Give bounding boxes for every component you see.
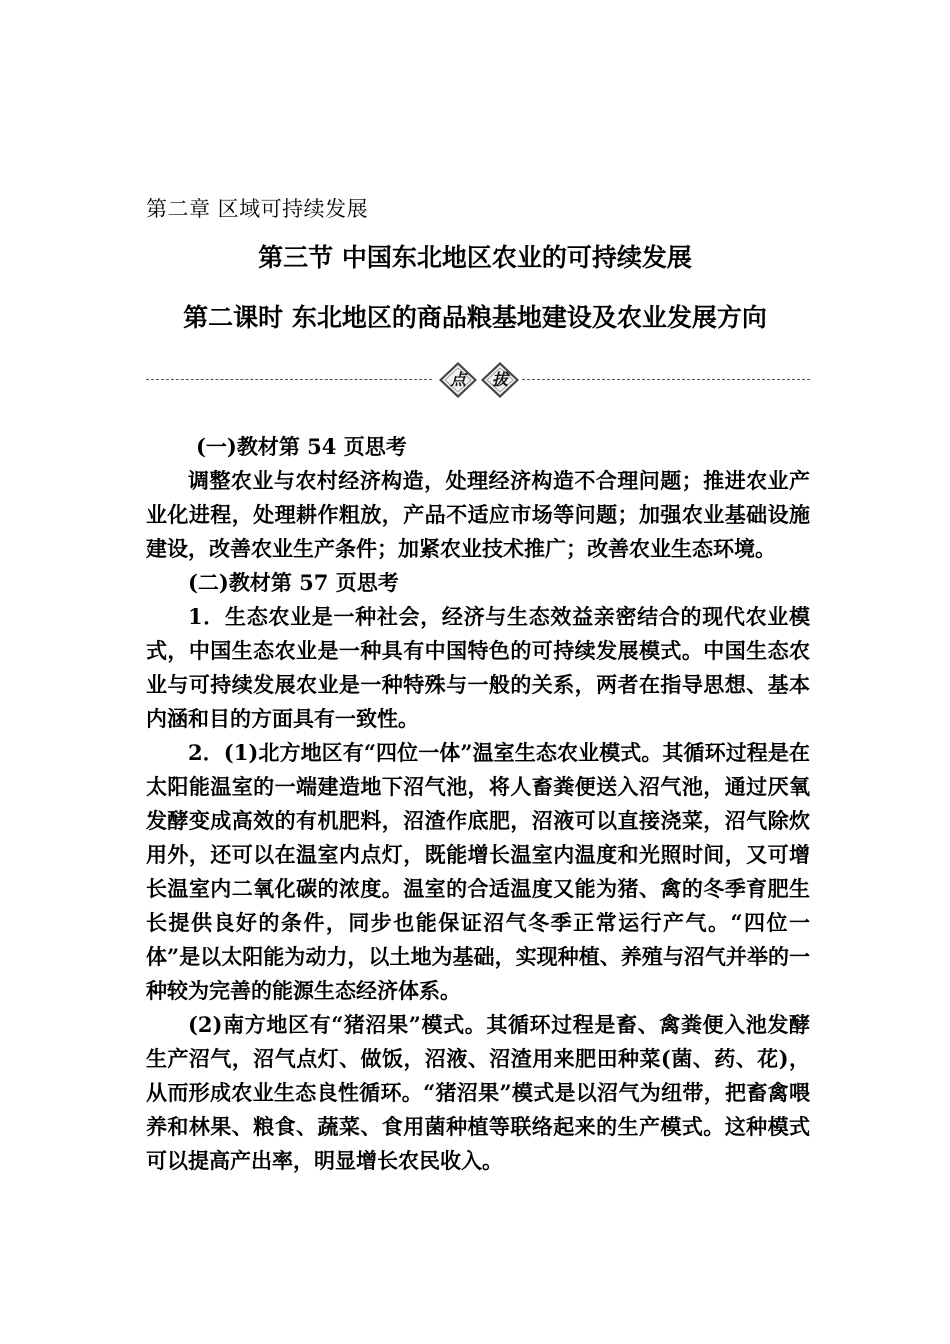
lesson-title: 第二课时 东北地区的商品粮基地建设及农业发展方向 <box>183 303 767 332</box>
paragraph-south-model: (2)南方地区有“猪沼果”模式。其循环过程是畜、禽粪便入池发酵生产沼气，沼气点灯、做饭，沼液、沼渣用来肥田种菜(菌、药、花)，从而形成农业生态良性循环。“猪沼果”模式是以沼气为纽带，把畜禽喂养和林果、粮食、蔬菜、食用菌种植等联络起来的生产模式。这种模式可以提高产出率，明显增长农民收入。 <box>146 1012 810 1173</box>
paragraph-p54-answer: 调整农业与农村经济构造，处理经济构造不合理问题；推进农业产业化进程，处理耕作粗放，产品不适应市场等问题；加强农业基础设施建设，改善农业生产条件；加紧农业技术推广；改善农业生态环境。 <box>146 468 810 561</box>
dashed-line-left <box>146 379 432 380</box>
badge-text-bo: 拔 <box>491 370 508 389</box>
paragraph-north-model: 2．(1)北方地区有“四位一体”温室生态农业模式。其循环过程是在太阳能温室的一端建造地下沼气池，将人畜粪便送入沼气池，通过厌氧发酵变成高效的有机肥料，沼渣作底肥，沼液可以直接浇菜，沼气除炊用外，还可以在温室内点灯，既能增长温室内温度和光照时间，又可增长温室内二氧化碳的浓度。温室的合适温度又能为猪、禽的冬季育肥生长提供良好的条件，同步也能保证沼气冬季正常运行产气。“四位一体”是以太阳能为动力，以土地为基础，实现种植、养殖与沼气并举的一种较为完善的能源生态经济体系。 <box>146 740 810 1003</box>
dianbo-divider <box>146 357 810 403</box>
badge-text-dian: 点 <box>449 370 466 389</box>
diamond-badge-bo <box>480 361 520 399</box>
heading-textbook-p54: (一)教材第 54 页思考 <box>196 434 407 459</box>
section-title: 第三节 中国东北地区农业的可持续发展 <box>258 243 692 272</box>
paragraph-eco-agriculture: 1．生态农业是一种社会，经济与生态效益亲密结合的现代农业模式，中国生态农业是一种具有中国特色的可持续发展模式。中国生态农业与可持续发展农业是一种特殊与一般的关系，两者在指导思想、基本内涵和目的方面具有一致性。 <box>146 604 810 731</box>
diamond-badge-dian <box>438 361 478 399</box>
document-body <box>146 430 810 1178</box>
dashed-line-right <box>522 379 810 380</box>
chapter-label: 第二章 区域可持续发展 <box>146 197 369 221</box>
heading-textbook-p57: (二)教材第 57 页思考 <box>188 570 399 595</box>
